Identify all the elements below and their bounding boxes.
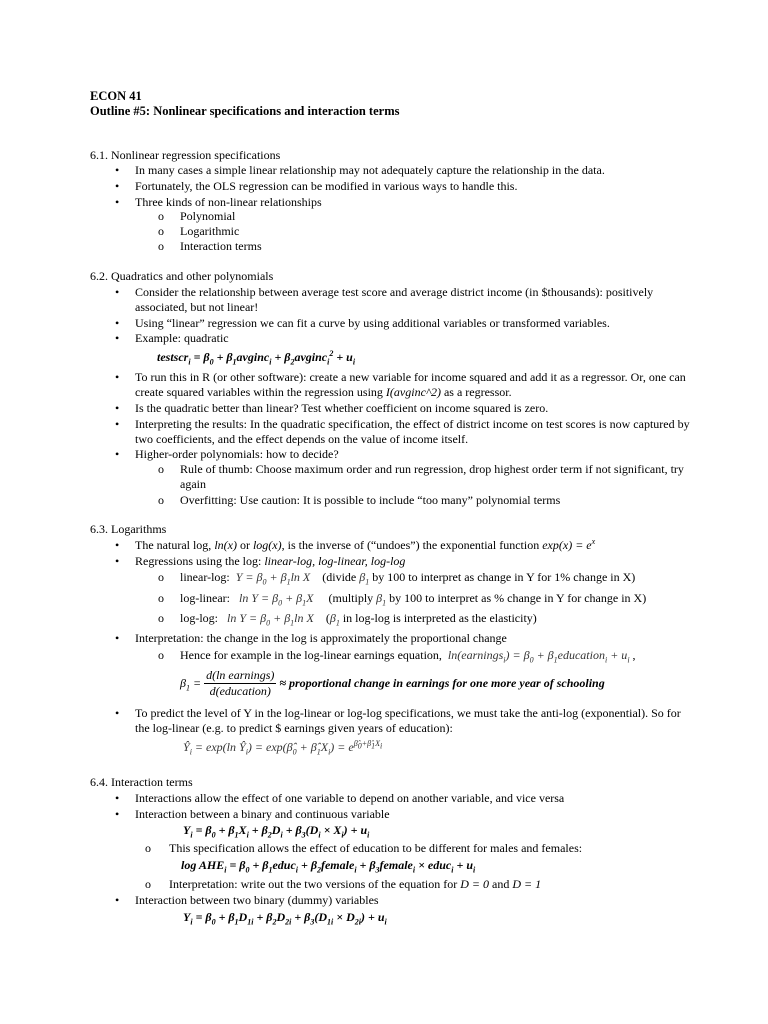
antilog-equation: $Ŷ_i = \exp(\ln$ $Ŷ_i$) = $\exp(\betâ_0$ + $\betâ_1X_i) = e^{\betâ_0+\betâ_1X_i}$ — [183, 739, 383, 757]
list-item: • Interaction between a binary and continuous variable — [115, 807, 390, 821]
list-item: • Interaction between two binary (dummy) variables — [115, 893, 379, 907]
list-item: • Interpreting the results: In the quadratic specification, the effect of district income on test scores is now captured by two coefficients, and the effect depends on the value of income itself. — [115, 417, 690, 446]
sub-list-item-log-linear: o log-linear: $\ln Y = \beta_0 + \beta_1X$ (multiply $\beta_1$ by 100 to interpret as % change in Y for change in X) — [158, 591, 647, 608]
list-item: • Interactions allow the effect of one variable to depend on another variable, and vice versa — [115, 791, 565, 805]
sub-list-item: o This specification allows the effect of education to be different for males and females: — [145, 841, 583, 855]
list-item: • To predict the level of Y in the log-linear or log-log specifications, we must take the anti-log (exponential). So for the log-linear (e.g. to predict $ earnings given years of education): — [115, 706, 681, 735]
sub-list-item: o Interpretation: write out the two versions of the equation for D = 0 and D = 1 — [145, 877, 542, 891]
sub-list-item: o Polynomial — [158, 209, 236, 223]
list-item: • Is the quadratic better than linear? Test whether coefficient on income squared is zero. — [115, 401, 549, 415]
quadratic-equation: testscr$_i$ = $\beta_0$ + $\beta_1avginc_i$ + $\beta_2avginc_i^2 + u_i$ — [157, 349, 356, 367]
list-item: • Fortunately, the OLS regression can be modified in various ways to handle this. — [115, 179, 518, 193]
list-item: • Consider the relationship between average test score and average district income (in $thousands): positively associated, but not linear! — [115, 285, 654, 314]
sub-list-item-log-log: o log-log: $\ln Y = \beta_0 + \beta_1\ln$ X ($\beta_1$ in log-log is interpreted as the elasticity) — [158, 611, 537, 628]
list-item: • Higher-order polynomials: how to decide? — [115, 447, 339, 461]
list-item: • To run this in R (or other software): create a new variable for income squared and add it as a regressor. Or, one can create squared variables within the regression using I(avginc^2) as a regressor. — [115, 370, 686, 399]
list-item: • In many cases a simple linear relationship may not adequately capture the relationship in the data. — [115, 163, 605, 177]
section-6-2-heading: 6.2. Quadratics and other polynomials — [90, 269, 274, 283]
course-title: ECON 41 — [90, 89, 142, 103]
list-item: • Using “linear” regression we can fit a curve by using additional variables or transformed variables. — [115, 316, 610, 330]
sub-list-item: o Hence for example in the log-linear earnings equation, ln(earnings$_i$) = $\beta_0$ + $\beta_1education_i + u_i$ , — [158, 648, 636, 665]
section-6-3-heading: 6.3. Logarithms — [90, 522, 167, 536]
earnings-interaction-equation: $\log AHE_i = \beta_0$ + $\beta_1educ_i$ + $\beta_2female_i$ + $\beta_3female_i$ × educ$_i$ + $u_i$ — [181, 858, 476, 875]
elasticity-equation: $\beta_1$ = $\frac{\text{d(ln earnings)}}{\text{d(education)}}$ ≈ proportional change in earnings for one more year of schooling — [180, 668, 605, 698]
list-item: • Interpretation: the change in the log is approximately the proportional change — [115, 631, 507, 645]
sub-list-item: o Logarithmic — [158, 224, 240, 238]
list-item: • Example: quadratic — [115, 331, 229, 345]
list-item: • Three kinds of non-linear relationships — [115, 195, 322, 209]
outline-title: Outline #5: Nonlinear specifications and interaction terms — [90, 104, 400, 118]
sub-list-item: o Overfitting: Use caution: It is possible to include “too many” polynomial terms — [158, 493, 561, 507]
binary-continuous-interaction-equation: $Y_i = \beta_0 + \beta_1X_i + \beta_2D_i + \beta_3(D_i \times X_i) + u_i$ — [183, 823, 370, 840]
list-item: • Regressions using the log: linear-log, log-linear, log-log — [115, 554, 406, 568]
sub-list-item: o Rule of thumb: Choose maximum order and run regression, drop highest order term if not significant, try again — [158, 462, 684, 491]
section-6-4-heading: 6.4. Interaction terms — [90, 775, 193, 789]
sub-list-item-linear-log: o linear-log: $Y = \beta_0 + \beta_1\ln$ X (divide $\beta_1$ by 100 to interpret as change in Y for 1% change in X) — [158, 570, 636, 587]
list-item: • The natural log, ln(x) or log(x), is the inverse of (“undoes”) the exponential function $\exp(x) = e^x$ — [115, 537, 596, 552]
sub-list-item: o Interaction terms — [158, 239, 262, 253]
section-6-1-heading: 6.1. Nonlinear regression specifications — [90, 148, 281, 162]
dummy-interaction-equation: $Y_i = \beta_0 + \beta_1D_{1i} + \beta_2D_{2i} + \beta_3(D_{1i} \times D_{2i}) + u_i$ — [183, 910, 387, 927]
